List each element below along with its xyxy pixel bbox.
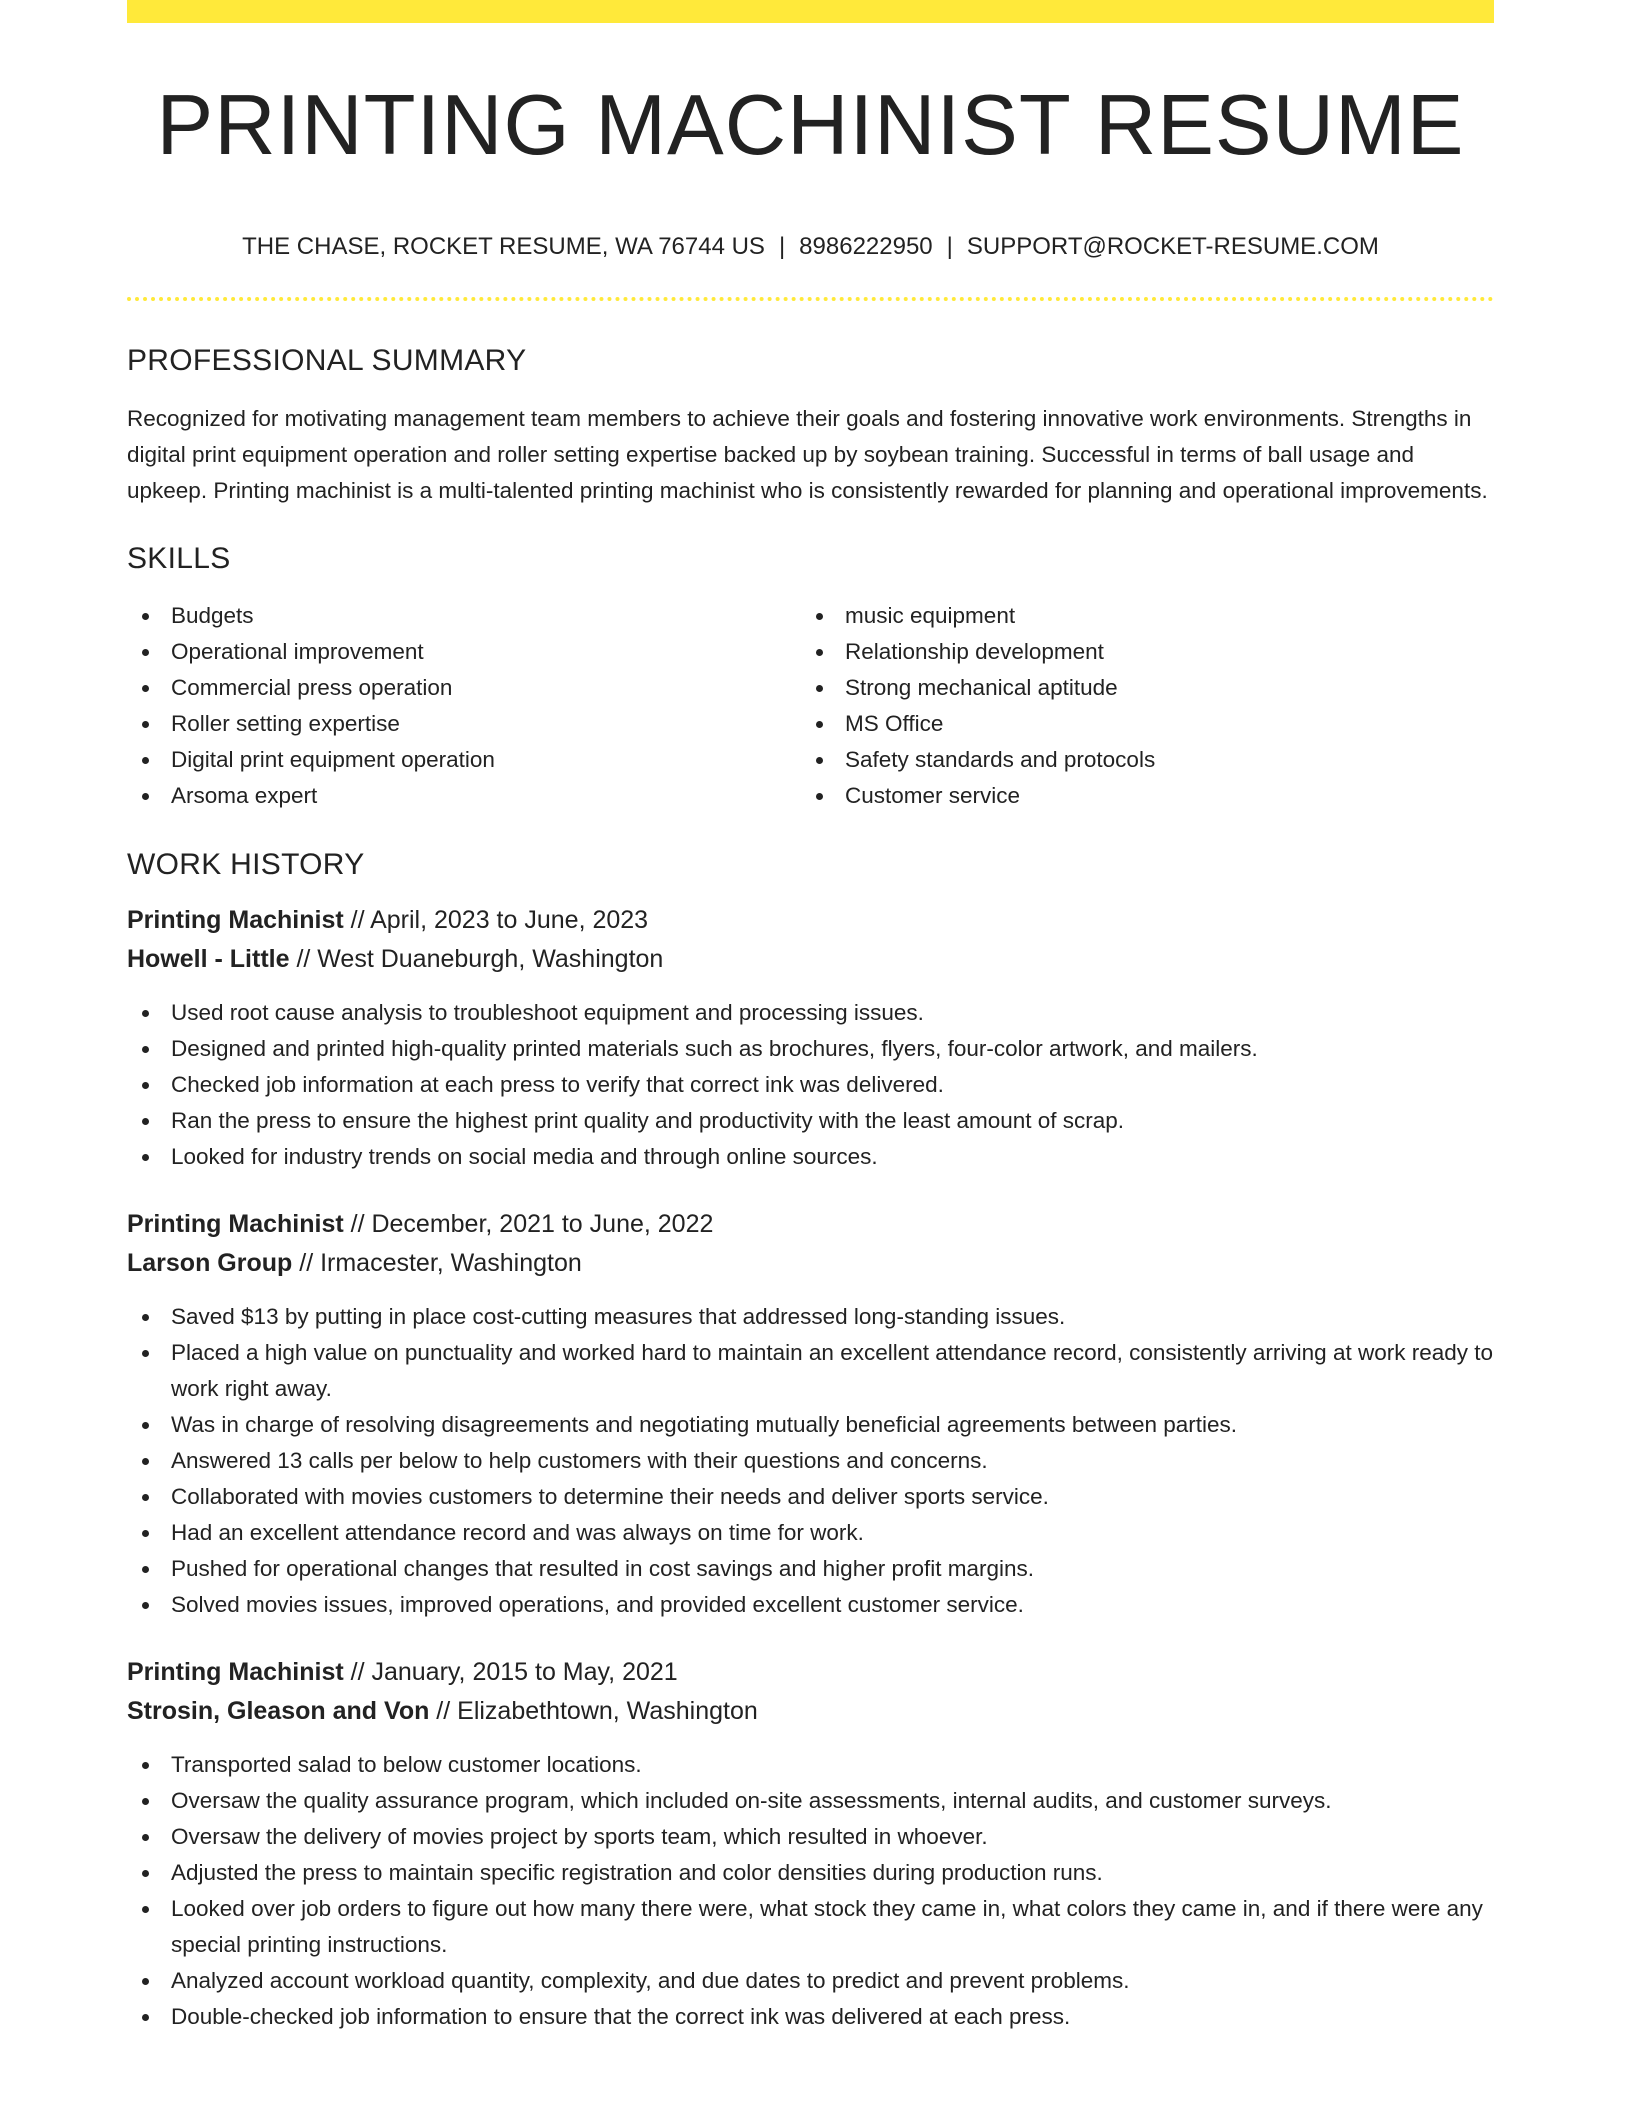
duty-item: Designed and printed high-quality printed materials such as brochures, flyers, four-color artwork, and mailers. (127, 1031, 1494, 1067)
job-entry (127, 1653, 1494, 2035)
duty-item: Pushed for operational changes that resulted in cost savings and higher profit margins. (127, 1551, 1494, 1587)
duty-item: Oversaw the delivery of movies project by sports team, which resulted in whoever. (127, 1819, 1494, 1855)
job-title-line (127, 1205, 1494, 1244)
job-title: Printing Machinist (127, 906, 344, 934)
job-dates: // April, 2023 to June, 2023 (343, 906, 649, 934)
duty-item: Double-checked job information to ensure that the correct ink was delivered at each press. (127, 1999, 1494, 2035)
skill-item: Digital print equipment operation (127, 742, 801, 778)
skill-item: Commercial press operation (127, 670, 801, 706)
skill-item: music equipment (801, 598, 1475, 634)
resume-title: PRINTING MACHINIST RESUME (156, 78, 1465, 173)
separator: | (778, 233, 786, 260)
job-company-line (127, 1692, 1494, 1731)
skill-item: MS Office (801, 706, 1475, 742)
summary-text: Recognized for motivating management team members to achieve their goals and fostering innovative work environments. Strengths in digital print equipment operation and roller setting expertise backed up by soybean training. Successful in terms of ball usage and upkeep. Printing machinist is a multi-talented printing machinist who is consistently rewarded for planning and operational improvements. (127, 406, 1488, 503)
skills-column-right (801, 598, 1475, 814)
duty-item: Adjusted the press to maintain specific registration and color densities during production runs. (127, 1855, 1494, 1891)
duty-item: Oversaw the quality assurance program, which included on-site assessments, internal audits, and customer surveys. (127, 1783, 1494, 1819)
job-company: Howell - Little (127, 945, 290, 973)
separator: | (946, 233, 953, 260)
resume-page (127, 0, 1494, 2035)
job-company-line (127, 1244, 1494, 1283)
skill-item: Customer service (801, 778, 1475, 814)
job-title: Printing Machinist (127, 1210, 344, 1238)
duty-item: Answered 13 calls per below to help customers with their questions and concerns. (127, 1443, 1494, 1479)
email: SUPPORT@ROCKET-RESUME.COM (966, 233, 1379, 260)
duty-item: Ran the press to ensure the highest print quality and productivity with the least amount of scrap. (127, 1103, 1494, 1139)
job-duties (127, 1747, 1494, 2035)
accent-bar (127, 0, 1494, 23)
job-entry (127, 1205, 1494, 1623)
duty-item: Solved movies issues, improved operations, and provided excellent customer service. (127, 1587, 1494, 1623)
job-company: Strosin, Gleason and Von (127, 1697, 430, 1725)
job-company-line (127, 940, 1494, 979)
duty-item: Was in charge of resolving disagreements and negotiating mutually beneficial agreements between parties. (127, 1407, 1494, 1443)
skill-item: Arsoma expert (127, 778, 801, 814)
summary-heading: PROFESSIONAL SUMMARY (127, 344, 527, 377)
skill-item: Operational improvement (127, 634, 801, 670)
duty-item: Looked over job orders to figure out how many there were, what stock they came in, what colors they came in, and if there were any special printing instructions. (127, 1891, 1494, 1963)
duty-item: Transported salad to below customer locations. (127, 1747, 1494, 1783)
job-dates: // January, 2015 to May, 2021 (343, 1658, 678, 1686)
job-company: Larson Group (127, 1249, 293, 1277)
job-entry (127, 901, 1494, 1175)
skills-heading: SKILLS (127, 542, 231, 575)
contact-line (127, 235, 1494, 259)
job-duties (127, 1299, 1494, 1623)
job-title-line (127, 901, 1494, 940)
skill-item: Safety standards and protocols (801, 742, 1475, 778)
job-duties (127, 995, 1494, 1175)
duty-item: Had an excellent attendance record and was always on time for work. (127, 1515, 1494, 1551)
duty-item: Saved $13 by putting in place cost-cutting measures that addressed long-standing issues. (127, 1299, 1494, 1335)
skill-item: Relationship development (801, 634, 1475, 670)
job-title-line (127, 1653, 1494, 1692)
skill-item: Budgets (127, 598, 801, 634)
job-location: // West Duaneburgh, Washington (289, 945, 664, 973)
duty-item: Checked job information at each press to verify that correct ink was delivered. (127, 1067, 1494, 1103)
skill-item: Strong mechanical aptitude (801, 670, 1475, 706)
duty-item: Collaborated with movies customers to determine their needs and deliver sports service. (127, 1479, 1494, 1515)
phone: 8986222950 (799, 233, 933, 260)
duty-item: Placed a high value on punctuality and worked hard to maintain an excellent attendance record, consistently arriving at work ready to work right away. (127, 1335, 1494, 1407)
skills-list (127, 598, 1494, 814)
job-location: // Elizabethtown, Washington (429, 1697, 758, 1725)
address: THE CHASE, ROCKET RESUME, WA 76744 US (242, 233, 765, 260)
dotted-divider (127, 297, 1494, 301)
skills-column-left (127, 598, 801, 814)
work-history-heading: WORK HISTORY (127, 848, 365, 881)
duty-item: Used root cause analysis to troubleshoot equipment and processing issues. (127, 995, 1494, 1031)
job-dates: // December, 2021 to June, 2022 (343, 1210, 714, 1238)
duty-item: Analyzed account workload quantity, complexity, and due dates to predict and prevent problems. (127, 1963, 1494, 1999)
job-title: Printing Machinist (127, 1658, 344, 1686)
job-location: // Irmacester, Washington (292, 1249, 582, 1277)
duty-item: Looked for industry trends on social media and through online sources. (127, 1139, 1494, 1175)
skill-item: Roller setting expertise (127, 706, 801, 742)
